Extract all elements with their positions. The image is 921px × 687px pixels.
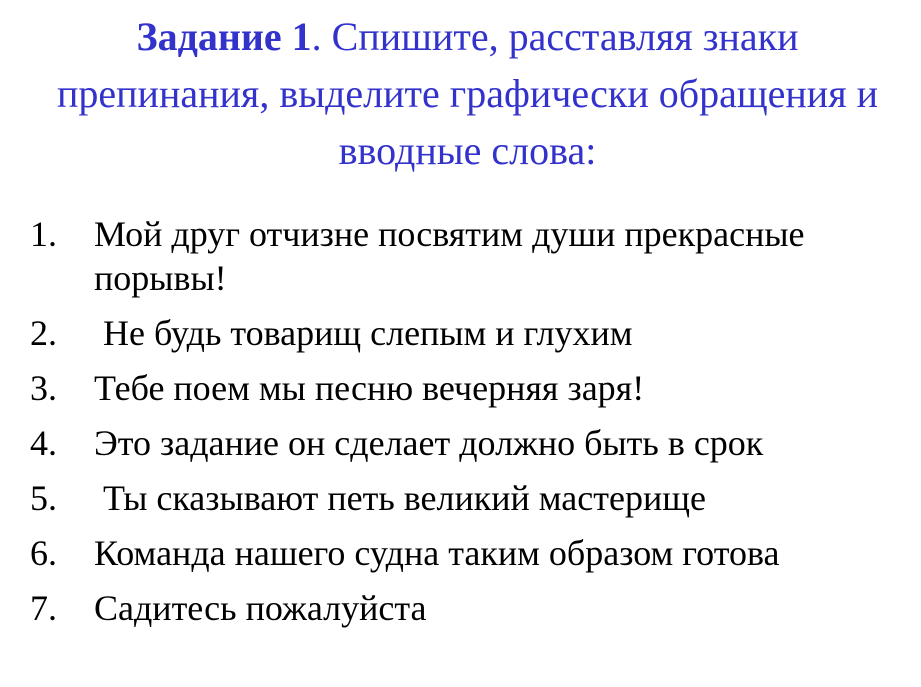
list-item [30,476,910,520]
task-list [30,212,910,641]
list-item-number: 7. [30,588,57,628]
list-item-number: 2. [30,313,57,353]
list-item-text: Не будь товарищ слепым и глухим [94,313,633,353]
list-item-text: Команда нашего судна таким образом готова [94,533,780,573]
list-item-number: 6. [30,533,57,573]
list-item-text: Тебе поем мы песню вечерняя заря! [94,368,645,408]
list-item [30,531,910,575]
list-item [30,586,910,630]
list-item-number: 1. [30,214,57,254]
task-title [40,8,895,179]
list-item-number: 5. [30,478,57,518]
list-item-text: Это задание он сделает должно быть в срок [94,423,764,463]
list-item-text: Садитесь пожалуйста [94,588,427,628]
list-item [30,366,910,410]
task-title-instruction: . Спишите, расставляя знаки препинания, выделите графически обращения и вводные слова: [56,14,879,173]
list-item-number: 3. [30,368,57,408]
list-item-text: Ты сказывают петь великий мастерище [94,478,706,518]
task-title-bold: Задание 1 [136,14,312,59]
list-item [30,421,910,465]
list-item [30,311,910,355]
list-item [30,212,910,300]
list-item-number: 4. [30,423,57,463]
list-item-text: Мой друг отчизне посвятим души прекрасные порывы! [94,214,805,298]
